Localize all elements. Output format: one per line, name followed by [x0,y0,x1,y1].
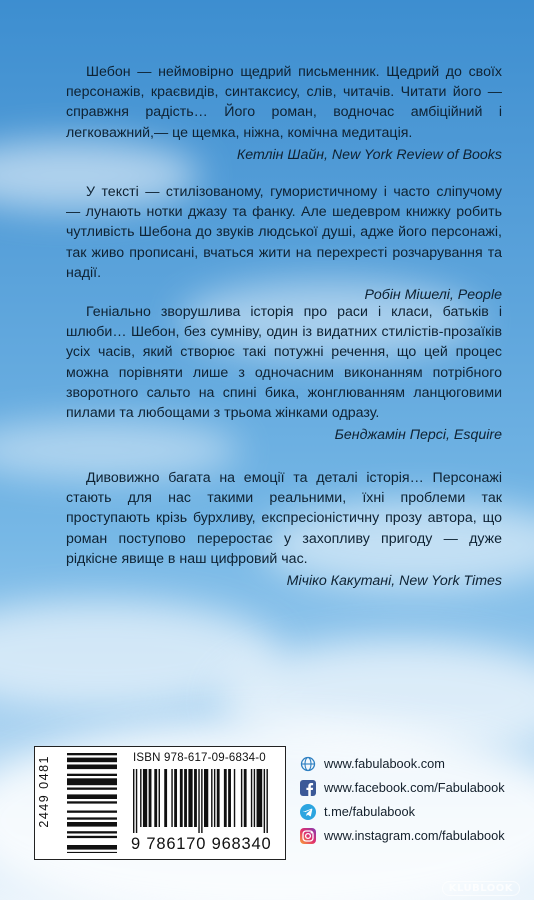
link-telegram[interactable] [300,802,520,826]
addon-bar [67,822,117,827]
barcode-bar [211,769,212,827]
link-instagram[interactable] [300,826,520,850]
instagram-icon [300,828,316,844]
review-quote-4 [66,468,502,591]
quote-author: Кетлін Шайн, New York Review of Books [236,146,502,163]
quote-text: У тексті — стилізованому, гумористичному і часто сліпучому — лунають нотки джазу та фанку. Але шедевром книжку робить чутливість Шебона до звуків людської душі, адже його персонажі, так живо прописані, вчаться жити на перехресті розчарування та надії. [66,184,502,281]
addon-bar [67,831,117,833]
barcode-bar [140,769,141,827]
addon-bar [67,788,117,790]
barcode-bar [133,769,134,833]
barcode-bar [224,769,227,827]
barcode-bar [174,769,177,827]
addon-barcode-digits: 2449 0481 [37,755,51,828]
barcode-bar [241,769,242,827]
barcode-bar [171,769,172,827]
watermark: KLUBLOOK [442,881,520,896]
barcode-bar [214,769,215,827]
barcode-bar [228,769,231,827]
addon-barcode-bars [67,753,121,853]
addon-bar [67,753,117,755]
review-quote-1 [66,62,502,165]
telegram-icon [300,804,316,820]
barcode-bar [217,769,220,827]
barcode-bar [266,769,267,833]
barcode-bar [264,769,265,833]
barcode-bar [180,769,183,827]
quote-author: Бенджамін Персі, Esquire [334,427,502,444]
addon-bar [67,836,117,838]
barcode-bar [204,769,208,827]
barcode-bar [149,769,152,827]
link-text: www.fabulabook.com [324,756,445,771]
barcode-bar [198,769,199,833]
addon-bar [67,765,117,770]
link-website[interactable] [300,754,520,778]
barcode-bar [234,769,235,827]
addon-bar [67,758,117,763]
addon-bar [67,811,117,813]
globe-icon [300,756,316,772]
barcode-bar [257,769,263,827]
addon-bar [67,845,117,850]
link-text: www.facebook.com/Fabulabook [324,780,505,795]
addon-bar [67,774,117,776]
ean-barcode-bars [133,769,273,833]
review-quote-3 [66,302,502,445]
addon-bar [67,852,117,853]
barcode-bar [184,769,187,827]
review-quote-2 [66,182,502,305]
link-text: www.instagram.com/fabulabook [324,828,505,843]
isbn-label: ISBN 978-617-09-6834-0 [133,752,266,764]
barcode-bar [251,769,252,827]
barcode-bar [254,769,255,827]
addon-bar [67,801,117,803]
barcode-bar [244,769,247,827]
barcode-bar [188,769,192,827]
barcode-bar [164,769,167,827]
link-text: t.me/fabulabook [324,804,416,819]
barcode-bar [201,769,202,833]
addon-bar [67,778,117,785]
barcode-bar [143,769,147,827]
quote-author: Робін Мішелі, People [364,287,502,304]
facebook-icon [300,780,316,796]
addon-bar [67,794,117,799]
quote-author: Мічіко Какутані, New York Times [286,573,502,590]
addon-bar [67,817,117,819]
barcode-digits: 9 786170 968340 [131,835,272,853]
quote-text: Шебон — неймовірно щедрий письменник. Щедрий до своїх персонажів, краєвидів, синтаксису, слів, читачів. Читати його — справжня радість… Його роман, водночас амбіційний і легковажний,— це щемка, ніжна, комічна медитація. [66,64,502,141]
publisher-links [300,754,520,850]
barcode-bar [159,769,160,827]
link-facebook[interactable] [300,778,520,802]
barcode-bar [194,769,197,827]
isbn-barcode [34,746,286,860]
quote-text: Геніально зворушлива історія про раси і класи, батьків і шлюби… Шебон, без сумніву, один із видатних стилістів-прозаїків усіх часів, який створює такі потужні речення, що цей процес можна порівняти лише з одночасним виконанням потрібного зворотного сальто на спині бика, жонглюванням ланцюговими пилами та любощами з трьома жінками одразу. [66,304,502,422]
barcode-bar [154,769,157,827]
quote-text: Дивовижно багата на емоції та деталі історія… Персонажі стають для нас такими реальними, їхні проблеми так проступають крізь бурхливу, експресіоністичну прозу автора, що роман поступово переростає у захопливу пригоду — дуже рідкісне явище в наш цифровий час. [66,470,502,567]
barcode-bar [136,769,137,833]
